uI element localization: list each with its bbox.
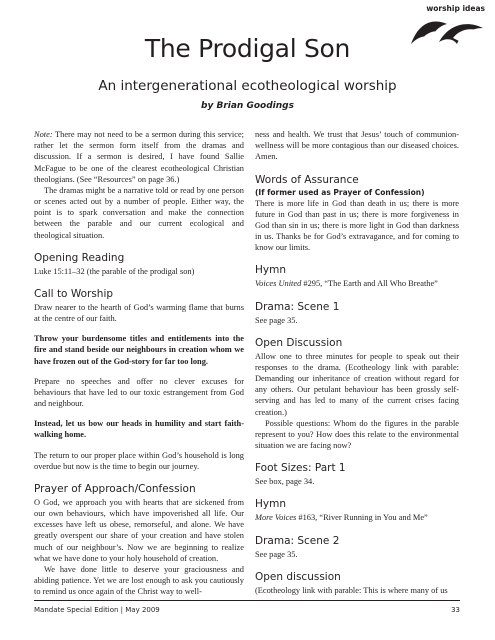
call-to-worship-response-2: Instead, let us bow our heads in humility and start faith-walking home. (34, 419, 244, 440)
hymn-2-source: More Voices (255, 513, 297, 523)
hymn-2-title: #163, “River Running in You and Me” (296, 513, 428, 523)
page-title: The Prodigal Son (144, 34, 351, 63)
prayer-text-2: We have done little to deserve your graciousness and abiding patience. Yet we are lost enough to ask you cautiously to remind us once again of the Christ way to well- (34, 564, 244, 597)
call-to-worship-text: Draw nearer to the hearth of God’s warming flame that burns at the centre of our faith. (34, 302, 244, 324)
call-to-worship-heading: Call to Worship (34, 287, 114, 300)
note-paragraph (34, 129, 244, 185)
note-text: There may not need to be a sermon during this service; rather let the sermon form itself from the dramas and discussion. If a sermon is desired, I have found Sallie McFague to be one of the clearest ecotheological Christian theologians. (See “Resources” on page 36.) (34, 130, 244, 184)
hymn-2-text (255, 512, 459, 523)
hymn-1-source: Voices United (255, 279, 302, 289)
opening-reading-heading: Opening Reading (34, 251, 125, 264)
open-discussion-2-text: (Ecotheology link with parable: This is where many of us (255, 585, 448, 595)
page-subtitle: An intergenerational ecotheological worship (98, 78, 397, 94)
note-label: Note: (34, 130, 53, 139)
assurance-text: There is more life in God than death in us; there is more future in God than past in us; there is more forgiveness in God than sin in us; there is more light in God than darkness in us. Thanks be for God’s extravagance, and for coming to know our limits. (255, 198, 459, 253)
hymn-1-title: #295, “The Earth and All Who Breathe” (301, 279, 438, 289)
section-tag-label: worship ideas (426, 4, 485, 13)
assurance-heading: Words of Assurance (255, 173, 359, 186)
hymn-1-text (255, 278, 459, 289)
foot-sizes-heading: Foot Sizes: Part 1 (255, 462, 346, 475)
assurance-note: (If former used as Prayer of Confession) (255, 187, 425, 197)
foot-sizes-text: See box, page 34. (255, 477, 315, 487)
drama-2-text: See page 35. (255, 549, 298, 559)
prayer-continuation: ness and health. We trust that Jesus’ touch of communion-wellness will be more contagious than our diseased choices. Amen. (255, 130, 459, 162)
prayer-text: O God, we approach you with hearts that are sickened from our own behaviours, which have impoverished all life. Our excesses have left us obese, remorseful, and alone. We have greatly overspent our share of your creation and have stolen much of our neighbour’s. Now we are beginning to realize what we have done to your holy household of creation. (34, 497, 244, 563)
open-discussion-1-text: Allow one to three minutes for people to speak out their responses to the drama. (Ecotheology link with parable: Demanding our inheritance of creation without regard for any others. Our petulant behaviour has been grossly self-serving and has led to many of the current crises facing creation.) (255, 351, 459, 417)
open-discussion-1-text-2: Possible questions: Whom do the figures in the parable represent to you? How does this relate to the environmental situation we are facing now? (255, 418, 459, 451)
opening-reading-text: Luke 15:11–32 (the parable of the prodigal son) (34, 266, 195, 276)
hymn-1-heading: Hymn (255, 264, 286, 277)
right-column (255, 129, 459, 596)
byline: by Brian Goodings (201, 101, 294, 111)
page-number: 33 (451, 606, 460, 614)
open-discussion-1-heading: Open Discussion (255, 336, 343, 349)
call-to-worship-response-1: Throw your burdensome titles and entitlements into the fire and stand beside our neighbours in creation whom we have frozen out of the God-story for far too long. (34, 334, 244, 366)
hymn-2-heading: Hymn (255, 498, 286, 511)
call-to-worship-text-2: Prepare no speeches and offer no clever excuses for behaviours that have led to our toxic estrangement from God and neighbour. (34, 376, 244, 409)
footer-divider (34, 600, 460, 601)
footer-publication: Mandate Special Edition | May 2009 (34, 606, 160, 614)
left-column (34, 129, 244, 598)
drama-1-text: See page 35. (255, 315, 298, 325)
prayer-heading: Prayer of Approach/Confession (34, 482, 196, 495)
note-paragraph-2: The dramas might be a narrative told or read by one person or scenes acted out by a number of people. Either way, the point is to spark conversation and make the connection between the parable and our current ecological and theological situation. (34, 185, 244, 240)
call-to-worship-text-3: The return to our proper place within God’s household is long overdue but now is the time to begin our journey. (34, 450, 244, 471)
open-discussion-2-heading: Open discussion (255, 570, 341, 583)
drama-2-heading: Drama: Scene 2 (255, 534, 340, 547)
drama-1-heading: Drama: Scene 1 (255, 300, 340, 313)
